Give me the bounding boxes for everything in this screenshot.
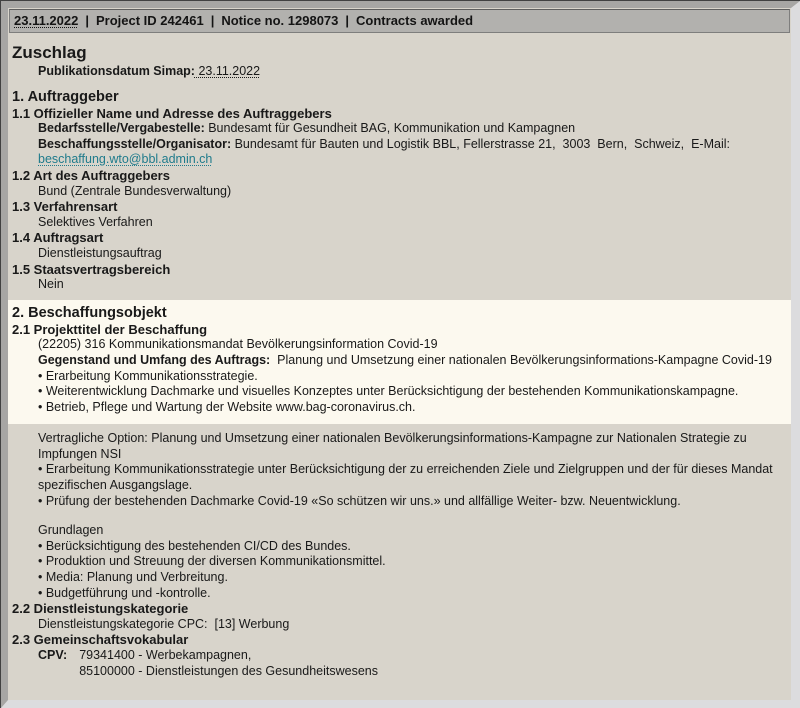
cpv-item: 85100000 - Dienstleistungen des Gesundheitswesens xyxy=(79,663,378,678)
notice-content-frame xyxy=(1,1,800,708)
section-2-1-heading: 2.1 Projekttitel der Beschaffung xyxy=(12,321,208,337)
scope-label: Gegenstand und Umfang des Auftrags: xyxy=(38,352,271,367)
page-title: Zuschlag xyxy=(12,43,87,62)
section-1-3-heading: 1.3 Verfahrensart xyxy=(12,199,118,215)
header-status: Contracts awarded xyxy=(356,13,474,28)
grundlagen-bullet: • Budgetführung und -kontrolle. xyxy=(38,585,211,600)
section-2-heading: 2. Beschaffungsobjekt xyxy=(12,304,167,321)
section-1-2-heading: 1.2 Art des Auftraggebers xyxy=(12,167,170,183)
header-separator: | xyxy=(210,13,215,28)
grundlagen-bullet: • Produktion und Streuung der diversen Kommunikationsmittel. xyxy=(38,554,386,569)
beschaffungsstelle-value: Bundesamt für Bauten und Logistik BBL, Fellerstrasse 21, 3003 Bern, Schweiz, E-Mail: xyxy=(231,136,730,151)
contract-option-text: Vertragliche Option: Planung und Umsetzung einer nationalen Bevölkerungsinformations-Kampagne zur Nationalen Strategie zu Impfungen NSI xyxy=(38,431,747,461)
section-2-2-heading: 2.2 Dienstleistungskategorie xyxy=(12,601,189,617)
section-2-2-value: Dienstleistungskategorie CPC: [13] Werbung xyxy=(38,616,290,631)
grundlagen-label: Grundlagen xyxy=(38,523,104,538)
scope-row xyxy=(38,353,791,369)
cpv-row xyxy=(38,648,791,679)
bedarfsstelle-row xyxy=(38,121,791,137)
section-1-5-value: Nein xyxy=(38,277,64,292)
section-1-4-heading: 1.4 Auftragsart xyxy=(12,230,104,246)
cpv-items xyxy=(79,648,378,679)
header-date: 23.11.2022 xyxy=(14,13,79,28)
publication-date-row xyxy=(38,64,791,80)
bedarfsstelle-label: Bedarfsstelle/Vergabestelle: xyxy=(38,121,205,136)
spacer xyxy=(8,509,791,523)
project-code: (22205) 316 Kommunikationsmandat Bevölkerungsinformation Covid-19 xyxy=(38,337,438,352)
header-notice-no: Notice no. 1298073 xyxy=(221,13,339,28)
scope-bullet: • Erarbeitung Kommunikationsstrategie. xyxy=(38,368,258,383)
scope-bullet: • Betrieb, Pflege und Wartung der Website www.bag-coronavirus.ch. xyxy=(38,399,416,414)
section-2-3-heading: 2.3 Gemeinschaftsvokabular xyxy=(12,632,189,648)
notice-header-bar xyxy=(9,9,790,33)
grundlagen-bullet: • Berücksichtigung des bestehenden CI/CD des Bundes. xyxy=(38,538,351,553)
beschaffungsstelle-label: Beschaffungsstelle/Organisator: xyxy=(38,136,232,151)
section-1-2-value: Bund (Zentrale Bundesverwaltung) xyxy=(38,183,232,198)
header-separator: | xyxy=(345,13,350,28)
section-1-4-value: Dienstleistungsauftrag xyxy=(38,245,162,260)
grundlagen-bullet: • Media: Planung und Verbreitung. xyxy=(38,570,228,585)
email-row xyxy=(38,152,791,168)
header-project-id: Project ID 242461 xyxy=(96,13,204,28)
bedarfsstelle-value: Bundesamt für Gesundheit BAG, Kommunikation und Kampagnen xyxy=(204,121,576,136)
highlighted-section xyxy=(8,300,791,425)
email-link[interactable]: beschaffung.wto@bbl.admin.ch xyxy=(38,152,213,167)
section-1-5-heading: 1.5 Staatsvertragsbereich xyxy=(12,261,171,277)
option-bullet: • Prüfung der bestehenden Dachmarke Covid-19 «So schützen wir uns.» und allfällige Weiter- bzw. Neuentwicklung. xyxy=(38,493,681,508)
publication-date-value: 23.11.2022 xyxy=(194,64,261,78)
publication-date-label: Publikationsdatum Simap: xyxy=(38,64,195,78)
section-1-3-value: Selektives Verfahren xyxy=(38,214,153,229)
cpv-item: 79341400 - Werbekampagnen, xyxy=(79,648,252,662)
cpv-label: CPV: xyxy=(38,648,68,662)
header-separator: | xyxy=(85,13,89,28)
section-1-1-heading: 1.1 Offizieller Name und Adresse des Auftraggebers xyxy=(12,105,332,121)
beschaffungsstelle-row xyxy=(38,137,791,153)
option-bullet: • Erarbeitung Kommunikationsstrategie unter Berücksichtigung der zu erreichenden Ziele und Zielgruppen und der für dieses Mandat spezifischen Ausgangslage. xyxy=(38,462,773,493)
scope-bullet: • Weiterentwicklung Dachmarke und visuelles Konzeptes unter Berücksichtigung der bestehenden Kommunikationskampagne. xyxy=(38,384,739,399)
section-1-heading: 1. Auftraggeber xyxy=(12,88,119,105)
scope-text: Planung und Umsetzung einer nationalen Bevölkerungsinformations-Kampagne Covid-19 xyxy=(270,352,772,367)
